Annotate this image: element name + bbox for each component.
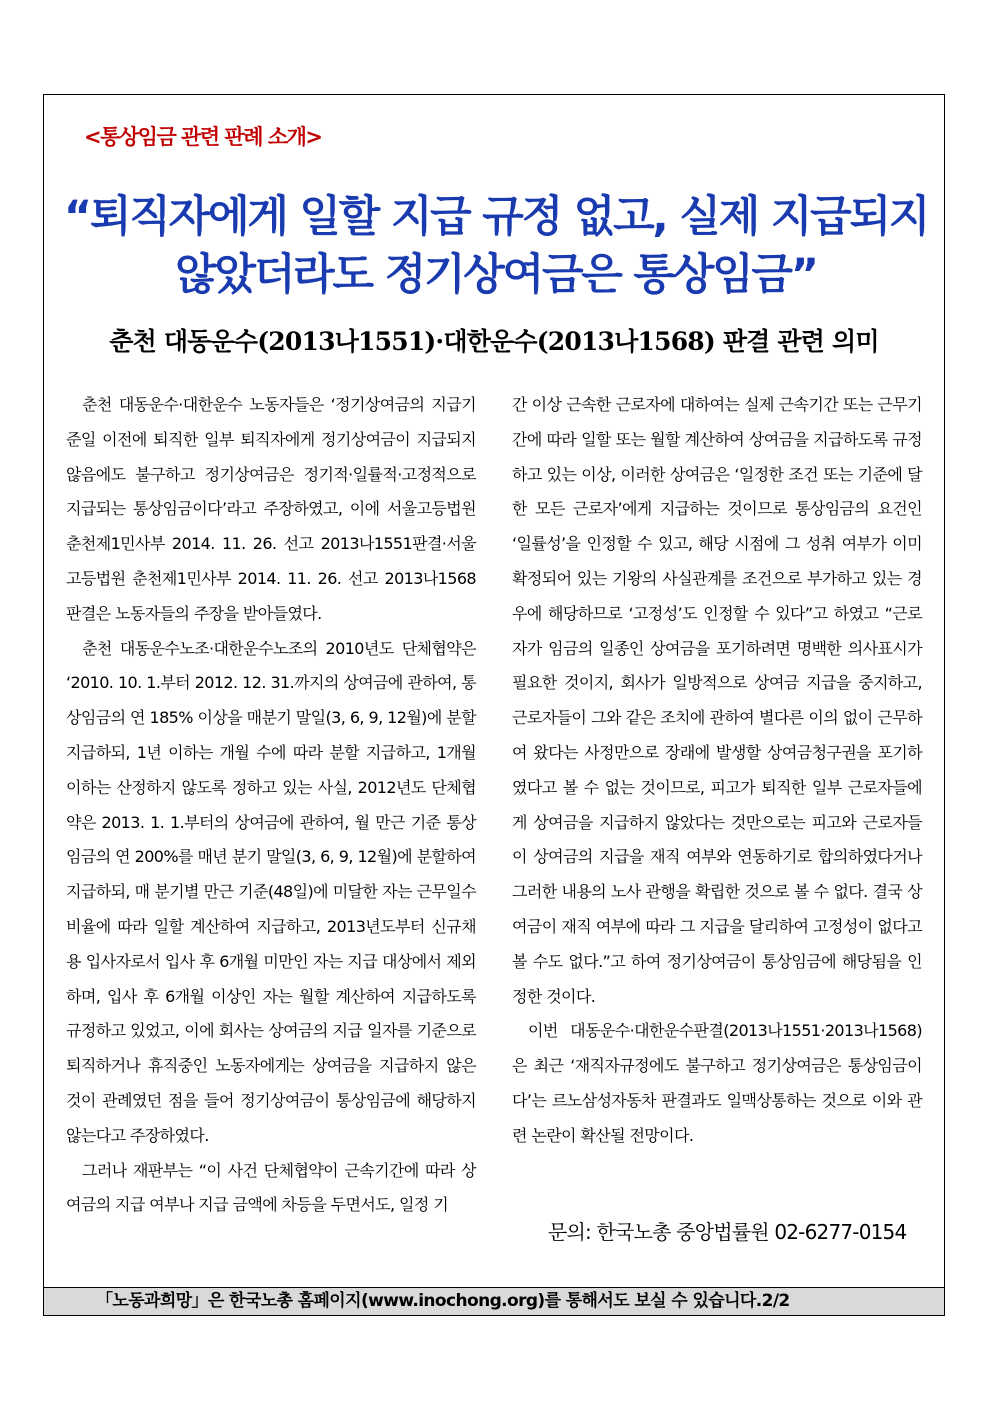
headline-line-1: “퇴직자에게 일할 지급 규정 없고, 실제 지급되지 — [63, 192, 929, 242]
footer-banner: 「노동과희망」은 한국노총 홈페이지(www.inochong.org)를 통해서도 보실 수 있습니다.2/2 — [44, 1287, 944, 1315]
paragraph: 이번 대동운수·대한운수판결(2013나1551·2013나1568)은 최근 ‘재직자규정에도 불구하고 정기상여금은 통상임금이다’는 르노삼성자동차 판결과도 일맥상통하는 것으로 이와 관련 논란이 확산될 전망이다. — [512, 1021, 922, 1145]
headline-line-2: 않았더라도 정기상여금은 통상임금” — [175, 250, 817, 300]
left-column — [66, 388, 476, 1223]
subtitle: 춘천 대동운수(2013나1551)·대한운수(2013나1568) 판결 관련 의미 — [109, 327, 879, 356]
paragraph: 춘천 대동운수·대한운수 노동자들은 ‘정기상여금의 지급기준일 이전에 퇴직한 일부 퇴직자에게 정기상여금이 지급되지 않음에도 불구하고 정기상여금은 정기적·일률적·고정적으로 지급되는 통상임금이다’라고 주장하였고, 이에 서울고등법원 춘천제1민사부 2014. 11. 26. 선고 2013나1551판결·서울고등법원 춘천제1민사부 2014. 11. 26. 선고 2013나1568판결은 노동자들의 주장을 받아들였다. — [66, 395, 476, 623]
section-tag: <통상임금 관련 판례 소개> — [84, 125, 322, 149]
paragraph: 그러나 재판부는 “이 사건 단체협약이 근속기간에 따라 상여금의 지급 여부나 지급 금액에 차등을 두면서도, 일정 기 — [66, 1160, 476, 1215]
paragraph: 춘천 대동운수노조·대한운수노조의 2010년도 단체협약은 ‘2010. 10. 1.부터 2012. 12. 31.까지의 상여금에 관하여, 통상임금의 연 185% 이상을 매분기 말일(3, 6, 9, 12월)에 분할지급하되, 1년 이하는 개월 수에 따라 분할 지급하고, 1개월 이하는 산정하지 않도록 정하고 있는 사실, 2012년도 단체협약은 2013. 1. 1.부터의 상여금에 관하여, 월 만근 기준 통상임금의 연 200%를 매년 분기 말일(3, 6, 9, 12월)에 분할하여 지급하되, 매 분기별 만근 기준(48일)에 미달한 자는 근무일수비율에 따라 일할 계산하여 지급하고, 2013년도부터 신규채용 입사자로서 입사 후 6개월 미만인 자는 지급 대상에서 제외하며, 입사 후 6개월 이상인 자는 월할 계산하여 지급하도록 규정하고 있었고, 이에 회사는 상여금의 지급 일자를 기준으로 퇴직하거나 휴직중인 노동자에게는 상여금을 지급하지 않은 것이 관례였던 점을 들어 정기상여금이 통상임금에 해당하지 않는다고 주장하였다. — [66, 638, 476, 1145]
paragraph: 간 이상 근속한 근로자에 대하여는 실제 근속기간 또는 근무기간에 따라 일할 또는 월할 계산하여 상여금을 지급하도록 규정하고 있는 이상, 이러한 상여금은 ‘일정한 조건 또는 기준에 달한 모든 근로자’에게 지급하는 것이므로 통상임금의 요건인 ‘일률성’을 인정할 수 있고, 해당 시점에 그 성취 여부가 이미 확정되어 있는 기왕의 사실관계를 조건으로 부가하고 있는 경우에 해당하므로 ‘고정성’도 인정할 수 있다”고 하였고 “근로자가 임금의 일종인 상여금을 포기하려면 명백한 의사표시가 필요한 것이지, 회사가 일방적으로 상여금 지급을 중지하고, 근로자들이 그와 같은 조치에 관하여 별다른 이의 없이 근무하여 왔다는 사정만으로 장래에 발생할 상여금청구권을 포기하였다고 볼 수 없는 것이므로, 피고가 퇴직한 일부 근로자들에게 상여금을 지급하지 않았다는 것만으로는 피고와 근로자들이 상여금의 지급을 재직 여부와 연동하기로 합의하였다거나 그러한 내용의 노사 관행을 확립한 것으로 볼 수 없다. 결국 상여금이 재직 여부에 따라 그 지급을 달리하여 고정성이 없다고 볼 수도 없다.”고 하여 정기상여금이 통상임금에 해당됨을 인정한 것이다. — [512, 395, 922, 1006]
right-column — [512, 388, 922, 1154]
contact-info: 문의: 한국노총 중앙법률원 02-6277-0154 — [548, 1220, 907, 1244]
